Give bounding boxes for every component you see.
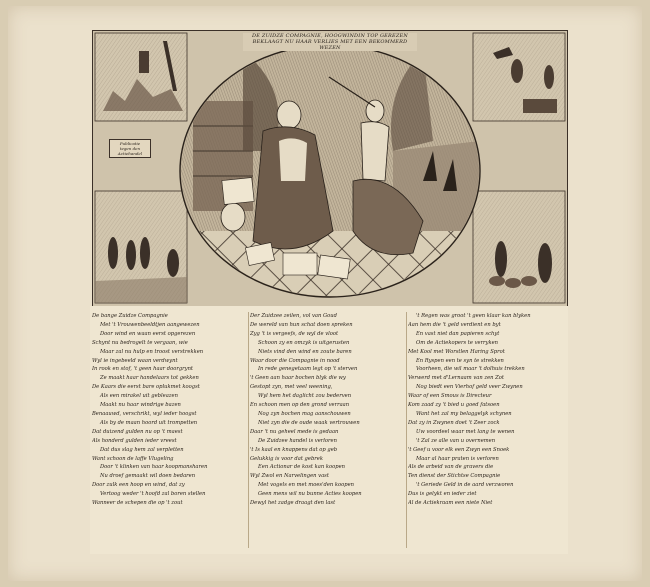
verse-line: Wyl ie ingebeeld waan verdwynt bbox=[92, 357, 178, 364]
verse-line: Maar al haar praten is verloren bbox=[416, 455, 499, 462]
engraving-title bbox=[243, 33, 417, 51]
verse-line: Met vogels en met moes'den koopen bbox=[258, 482, 355, 489]
verse-line: Nog biedt een Vierhof geld veer Zwynen bbox=[416, 384, 523, 391]
verse-line: 't Regen was groot 't geen klaar kan blyken bbox=[416, 313, 531, 319]
verse-line: Als de arbeid van de gravers die bbox=[408, 464, 494, 471]
verse-line: Als honderd gulden ieder vreest bbox=[92, 437, 177, 444]
verse-line: Schoon zy en omzyk is uitgerusten bbox=[258, 339, 350, 346]
verse-line: Vertoog weder 't hoofd zal boren stellen bbox=[100, 491, 206, 498]
verse-line: Benaauwd, verschrikt, wyl ieder hoogst bbox=[92, 410, 197, 417]
placard-sign bbox=[109, 139, 151, 158]
engraving-plate bbox=[92, 30, 568, 307]
verse-line: Ze maakt haar handelaars tot gekken bbox=[100, 375, 199, 382]
verse-line: Als een mirakel uit gebleazen bbox=[100, 393, 178, 400]
column-divider bbox=[248, 312, 249, 548]
verse-line: Daar 't nu geheel mede is gedaan bbox=[250, 428, 339, 435]
verse-line: Met 't Vrouwenbeeldtjen aangewezen bbox=[100, 321, 200, 328]
verse-line: Niets vind den wind en zoute baren bbox=[258, 348, 352, 355]
verse-line: Met Kool met Worstlen Haring Sprot bbox=[408, 348, 505, 355]
verse-line: Waar door die Compagnie in nood bbox=[250, 357, 340, 364]
verse-column-2 bbox=[250, 312, 406, 508]
verse-line: En schoon men op den grond verraan bbox=[250, 402, 350, 409]
verse-line: Aan hem die 't geld verdient en byt bbox=[408, 321, 501, 328]
verse-column-3 bbox=[408, 312, 564, 508]
verse-line: Dat dus slag hem zal verpletten bbox=[100, 446, 184, 453]
verse-line: Om de Actiekopers te verryken bbox=[416, 339, 499, 346]
verse-line: Ten dienst der Stichtse Compagnie bbox=[408, 473, 501, 480]
verse-line: Wanneer de schepen die op 't zout bbox=[92, 500, 183, 507]
verse-line: 't Zal ze alle van u overnemen bbox=[416, 437, 496, 444]
verse-line: Dat zy in Zwynen doet 't Zeer zock bbox=[408, 419, 500, 426]
column-divider bbox=[406, 312, 407, 548]
paper-sheet bbox=[8, 6, 642, 581]
placard-line: Publicatie bbox=[119, 141, 141, 146]
verse-line: De Zuidzee handel is verloren bbox=[258, 437, 337, 444]
verse-line: Gestopt zyn, met veel weening, bbox=[250, 384, 333, 391]
verse-line: Gelukkig is voor dat gebrek bbox=[250, 455, 323, 462]
verse-line: 't Geen aan haar bochen blyk die wy bbox=[250, 375, 346, 382]
engraving-title-line-1: DE ZUIDZE COMPAGNIE, HOOGWINDIN TOP GEREZEN bbox=[252, 33, 408, 39]
verse-line: Een Actionar de kost kan koopen bbox=[258, 464, 345, 471]
verse-line: 't Geef u voor elk een Zwyn een Snoek bbox=[408, 446, 510, 453]
verse-line: 't Is kaal en knappens dat op geb bbox=[250, 446, 338, 453]
engraving-illustration bbox=[93, 31, 567, 306]
verse-line: Waar of een Smous is Directeur bbox=[408, 393, 492, 400]
verse-line: Zyg 't is vergeefs, de wyl de vloot bbox=[250, 330, 339, 337]
verse-line: Maakt nu haar windrige bazen bbox=[100, 402, 181, 409]
verse-line: In rook en stof, 't geen haar doorgrynt bbox=[92, 366, 193, 373]
verse-line: Wyl Zwol en Narvelingen vast bbox=[250, 473, 329, 480]
verse-line: Niet zyn die de oude waak vertrouwen bbox=[258, 419, 360, 426]
verse-line: Uw voordeel waar met lang te wenen bbox=[416, 428, 515, 435]
verse-line: Nu droef gemaakt wil doen bedaren bbox=[100, 473, 196, 480]
verse-line: Der Zuidzee zeilen, vol van Goud bbox=[250, 313, 337, 319]
placard-line: tegen den bbox=[119, 146, 141, 151]
verse-line: Want het zal my belaggelyk schynen bbox=[416, 410, 512, 417]
engraving-title-line-2: BEKLAAGT NU HAAR VERLIES MET EEN BEKOMMERD WEZEN bbox=[252, 39, 408, 51]
verse-line: Nog zyn bochen mag aanschouwen bbox=[258, 410, 351, 417]
verse-line: Al de Actiekraam een niete Niet bbox=[408, 500, 493, 507]
placard-line: Actiehandel bbox=[117, 151, 143, 156]
verse-column-1 bbox=[92, 312, 248, 508]
verse-line: Dus is gelykt en ieder ziet bbox=[408, 491, 477, 498]
verse-line: En Ryspen een te syn te strekken bbox=[416, 357, 504, 364]
verse-line: Als by de maan hoord uit trompetten bbox=[100, 419, 198, 426]
verse-line: De bange Zuidze Compagnie bbox=[92, 313, 168, 319]
verse-line: En vast niet dan papieren schyt bbox=[416, 330, 500, 337]
verse-line: De wereld van hun schat doen spreken bbox=[250, 321, 353, 328]
verse-line: Maar zal nu hulp en troost verstrekken bbox=[100, 348, 204, 355]
verse-line: Door zulk een hoop en wind, dat zy bbox=[92, 482, 185, 489]
verse-line: Schynt nu bedrogelt te vergaan, wie bbox=[92, 339, 188, 346]
verse-line: De Kaars die eerst bare oplukmet koogst bbox=[92, 384, 200, 391]
verse-line: Door wind en waan eerst opgerezen bbox=[100, 330, 196, 337]
verse-line: Geen mens wil nu bunne Acties koopen bbox=[258, 491, 362, 498]
verse-line: Door 't klinken van haar koopmansharen bbox=[100, 464, 208, 471]
verse-line: Voorheen, die wil maar 't dolhuis trekken bbox=[416, 366, 525, 373]
verse-line: In rede genegetaam legt op 't sterven bbox=[258, 366, 358, 373]
verse-line: Dat duizend gulden nu op 't maest bbox=[92, 428, 183, 435]
verse-text-block bbox=[90, 306, 568, 554]
verse-line: Kom zaad zy 't bied u goed fatsoen bbox=[408, 402, 500, 409]
verse-line: Wyl hem het daglicht zou bederven bbox=[258, 393, 352, 400]
verse-line: 't Geriede Geld in de aard verzworen bbox=[416, 482, 514, 489]
verse-line: Dewyl het zadge draagt den last bbox=[250, 500, 336, 507]
verse-line: Want schoon de laffe Vlugeling bbox=[92, 455, 174, 462]
verse-line: Verwerd met d'Lernaam van zen Zot bbox=[408, 375, 504, 382]
